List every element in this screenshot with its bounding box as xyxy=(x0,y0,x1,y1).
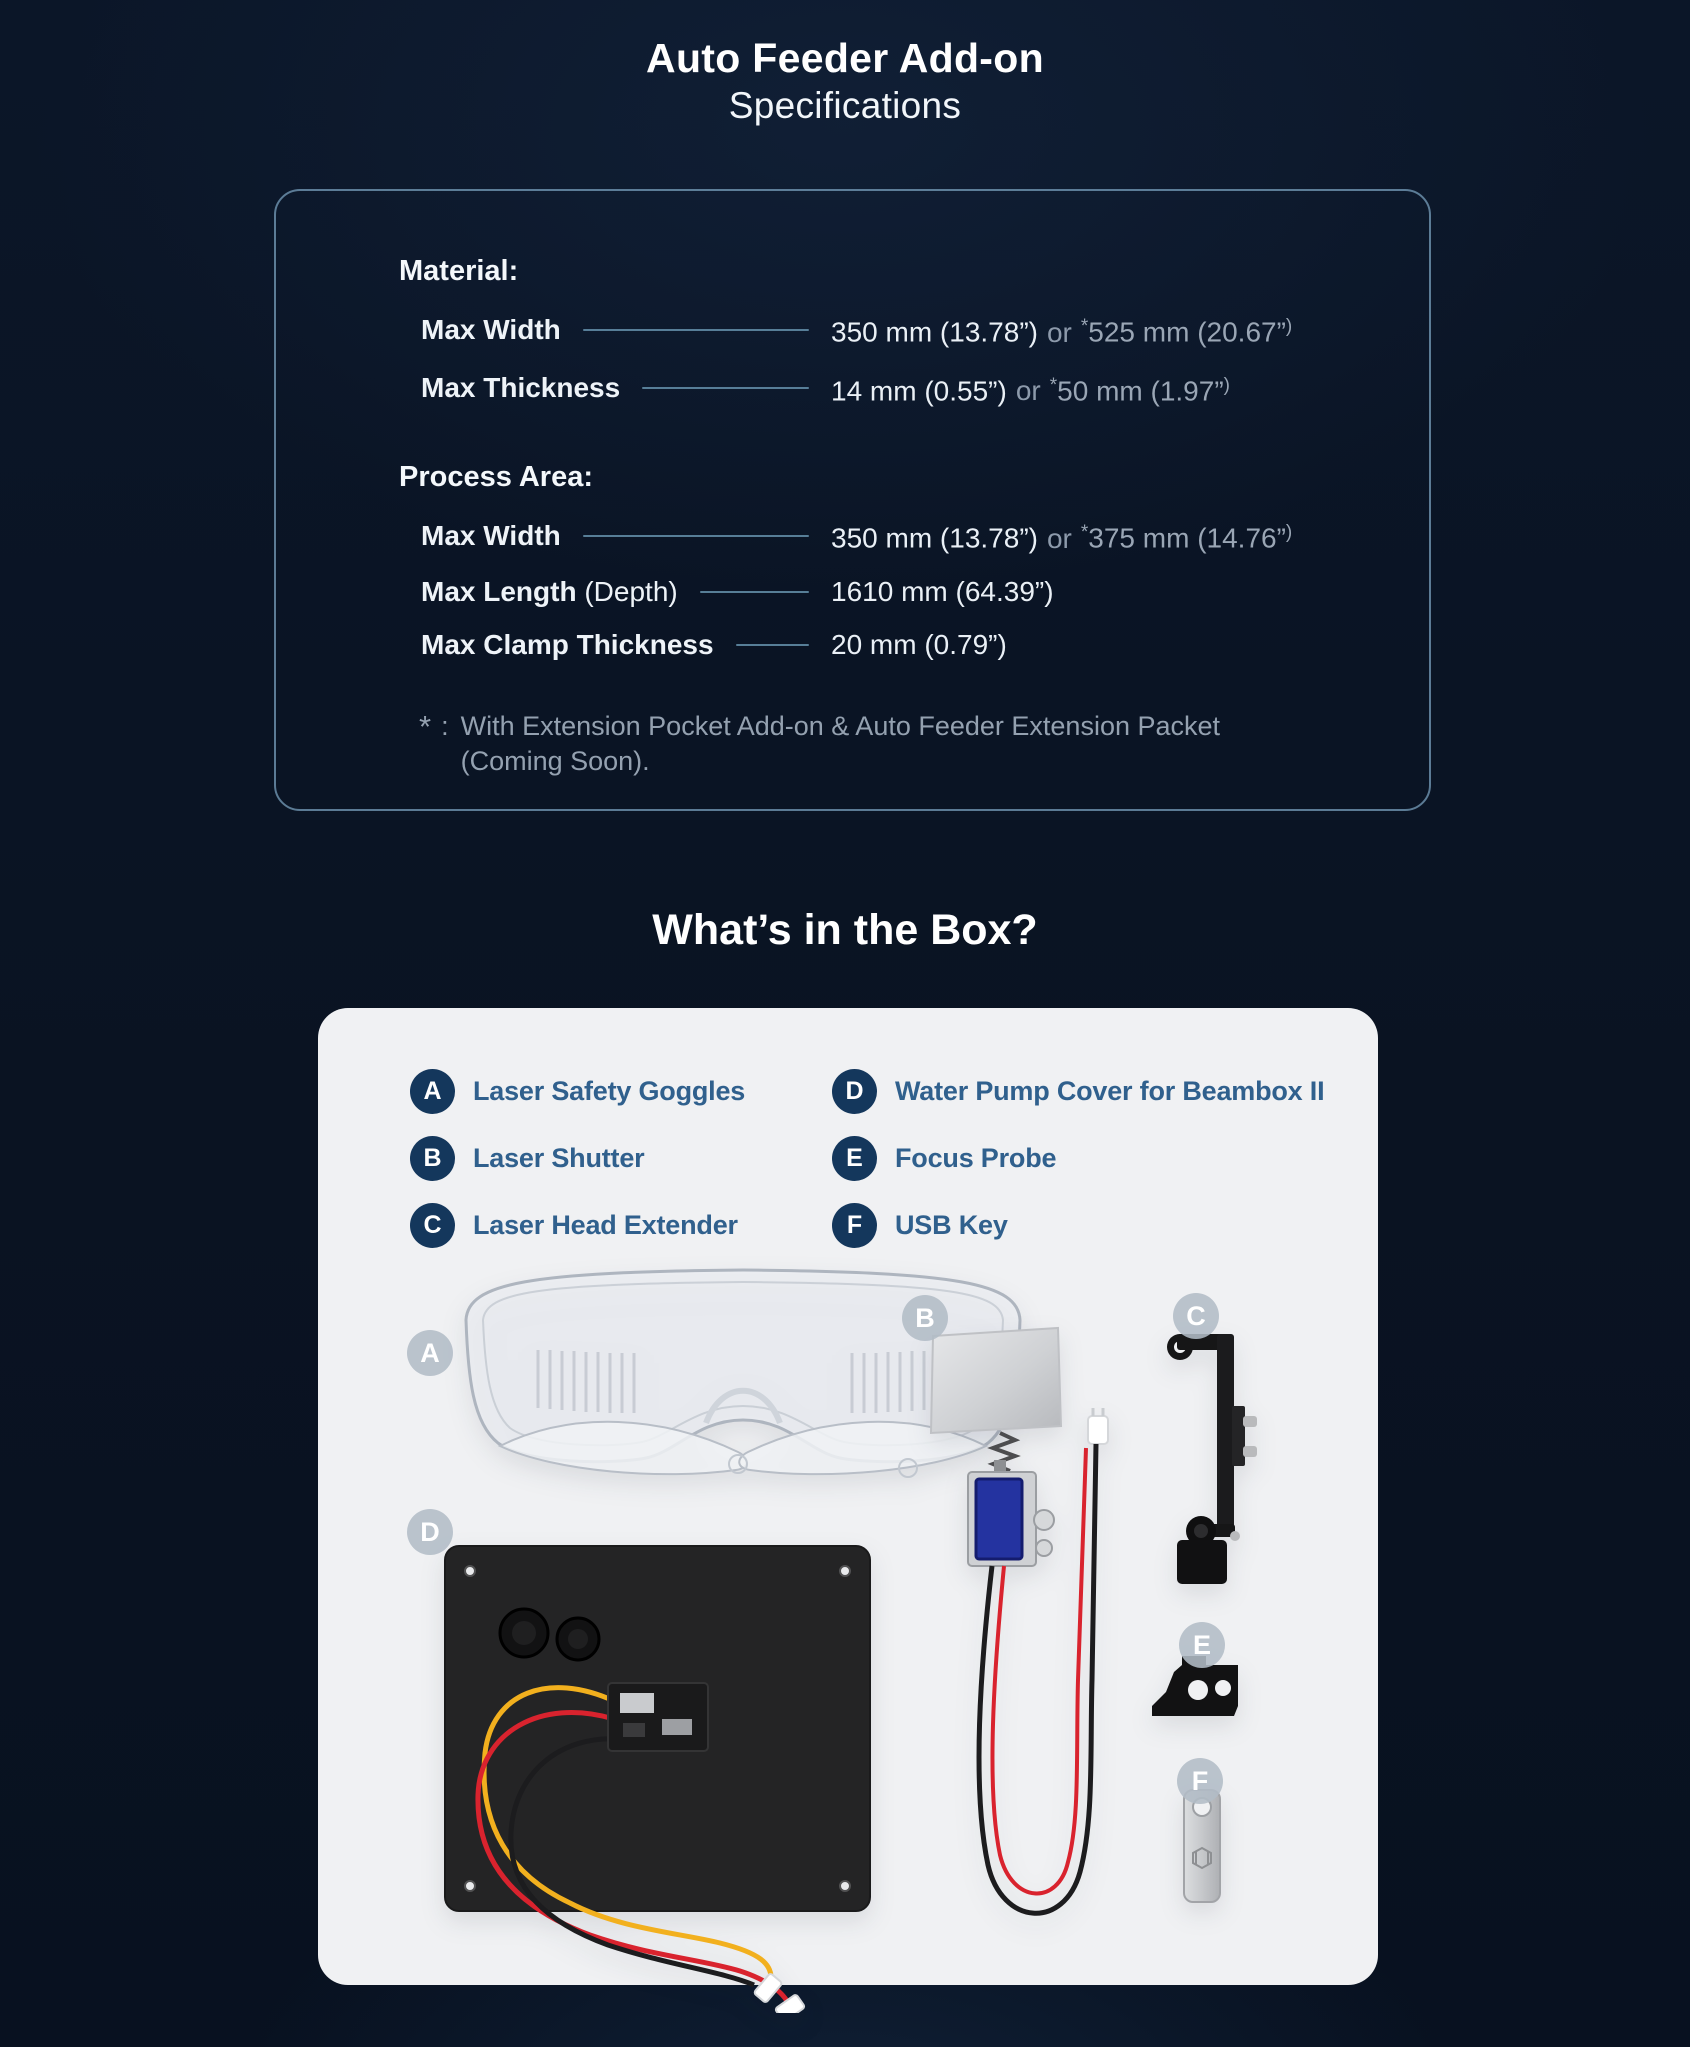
letter-badge: D xyxy=(832,1069,877,1114)
connector-line xyxy=(583,329,809,331)
spec-value: 350 mm (13.78”) or *375 mm (14.76”) xyxy=(831,522,1293,554)
spec-value: 20 mm (0.79”) xyxy=(831,628,1007,660)
page-title xyxy=(0,34,1690,130)
section-heading-process-area: Process Area: xyxy=(399,461,593,494)
legend-column-left xyxy=(410,1069,745,1270)
list-item: F USB Key xyxy=(832,1203,1324,1248)
photo-marker-c: C xyxy=(1173,1293,1219,1339)
spec-label: Max Width xyxy=(421,519,561,551)
photo-marker-f: F xyxy=(1177,1758,1223,1804)
photo-marker-d: D xyxy=(407,1509,453,1555)
list-item: E Focus Probe xyxy=(832,1136,1324,1181)
usb-key-photo xyxy=(1176,1786,1228,1908)
spec-label: Max Thickness xyxy=(421,372,621,404)
water-pump-cover-photo xyxy=(438,1543,908,2013)
asterisk-icon: * xyxy=(419,708,432,744)
footnote: * : With Extension Pocket Add-on & Auto Feeder Extension Packet (Coming Soon). xyxy=(419,709,1369,779)
spec-row xyxy=(421,572,1359,612)
whats-in-the-box-panel xyxy=(318,1008,1378,1985)
laser-shutter-photo xyxy=(908,1320,1138,1960)
list-item: A Laser Safety Goggles xyxy=(410,1069,745,1114)
list-item: B Laser Shutter xyxy=(410,1136,745,1181)
spec-row xyxy=(421,307,1359,353)
section-heading-material: Material: xyxy=(399,255,519,287)
connector-line xyxy=(642,387,809,389)
spec-value: 1610 mm (64.39”) xyxy=(831,575,1054,607)
list-item: C Laser Head Extender xyxy=(410,1203,745,1248)
spec-row xyxy=(421,366,1359,412)
legend-column-right xyxy=(832,1069,1324,1270)
spec-row xyxy=(421,625,1359,665)
laser-head-extender-photo xyxy=(1163,1324,1263,1594)
spec-row xyxy=(421,513,1359,559)
spec-label: Max Clamp Thickness xyxy=(421,628,714,660)
title-line2: Specifications xyxy=(728,85,962,126)
connector-line xyxy=(583,535,809,537)
spec-label: Max Width xyxy=(421,313,561,345)
photo-marker-e: E xyxy=(1179,1622,1225,1668)
letter-badge: F xyxy=(832,1203,877,1248)
letter-badge: E xyxy=(832,1136,877,1181)
footnote-text: With Extension Pocket Add-on & Auto Feeder Extension Packet (Coming Soon). xyxy=(460,710,1221,776)
title-line1: Auto Feeder Add-on xyxy=(646,35,1044,81)
spec-value: 14 mm (0.55”) or *50 mm (1.97”) xyxy=(831,374,1230,407)
spec-value: 350 mm (13.78”) or *525 mm (20.67”) xyxy=(831,316,1293,348)
connector-line xyxy=(736,644,809,646)
photo-marker-a: A xyxy=(407,1330,453,1376)
letter-badge: A xyxy=(410,1069,455,1114)
letter-badge: B xyxy=(410,1136,455,1181)
photo-marker-b: B xyxy=(902,1295,948,1341)
connector-line xyxy=(700,591,809,593)
specifications-card xyxy=(274,189,1431,811)
letter-badge: C xyxy=(410,1203,455,1248)
spec-label: Max Length (Depth) xyxy=(421,575,678,607)
box-heading: What’s in the Box? xyxy=(652,906,1038,954)
list-item: D Water Pump Cover for Beambox II xyxy=(832,1069,1324,1114)
